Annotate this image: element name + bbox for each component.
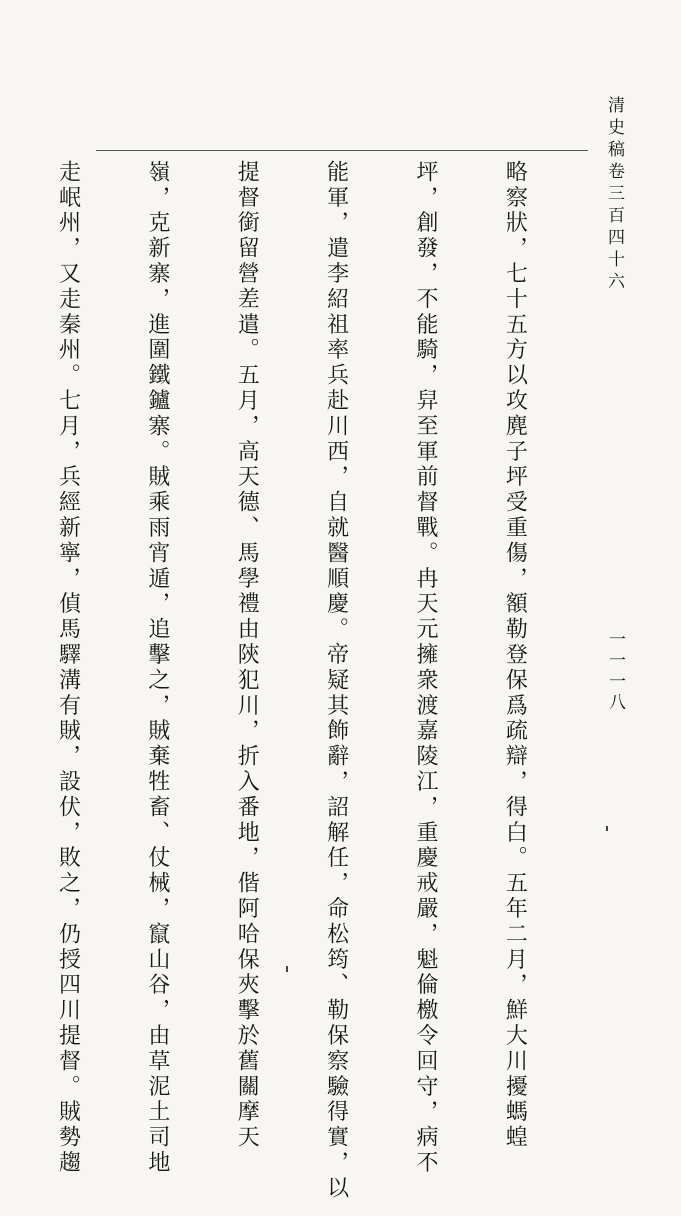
text-column: 能軍，遣李紹祖率兵赴川西，自就醫順慶。帝疑其飾辭，詔解任，命松筠、勒保察驗得實，以: [323, 160, 349, 1202]
text-column: 嶺，克新寨，進圍鐵鑪寨。賊乘雨宵遁，追擊之，賊棄牲畜、仗械，竄山谷，由草泥土司地: [144, 160, 170, 1176]
text-column: 坪，創發，不能騎，舁至軍前督戰。冉天元擁衆渡嘉陵江，重慶戒嚴，魁倫檄令回守，病不: [413, 160, 439, 1176]
scan-mark: [286, 966, 288, 972]
page-mark: [606, 826, 608, 831]
text-column: 提督銜留營差遣。五月，高天德、馬學禮由陝犯川，折入番地，偕阿哈保夾擊於舊關摩天: [234, 160, 260, 1151]
running-header: 清史稿卷三百四十六: [604, 96, 624, 294]
header-rule: [96, 150, 588, 151]
text-column: 略察狀，七十五方以攻麂子坪受重傷，額勒登保爲疏辯，得白。五年二月，鮮大川擾螞蝗: [502, 160, 528, 1151]
body-text: [55, 160, 589, 1202]
text-column: 走岷州，又走秦州。七月，兵經新寧，偵馬驛溝有賊，設伏，敗之，仍授四川提督。賊勢趨: [55, 160, 81, 1176]
page-number: 一一一八: [605, 630, 625, 714]
